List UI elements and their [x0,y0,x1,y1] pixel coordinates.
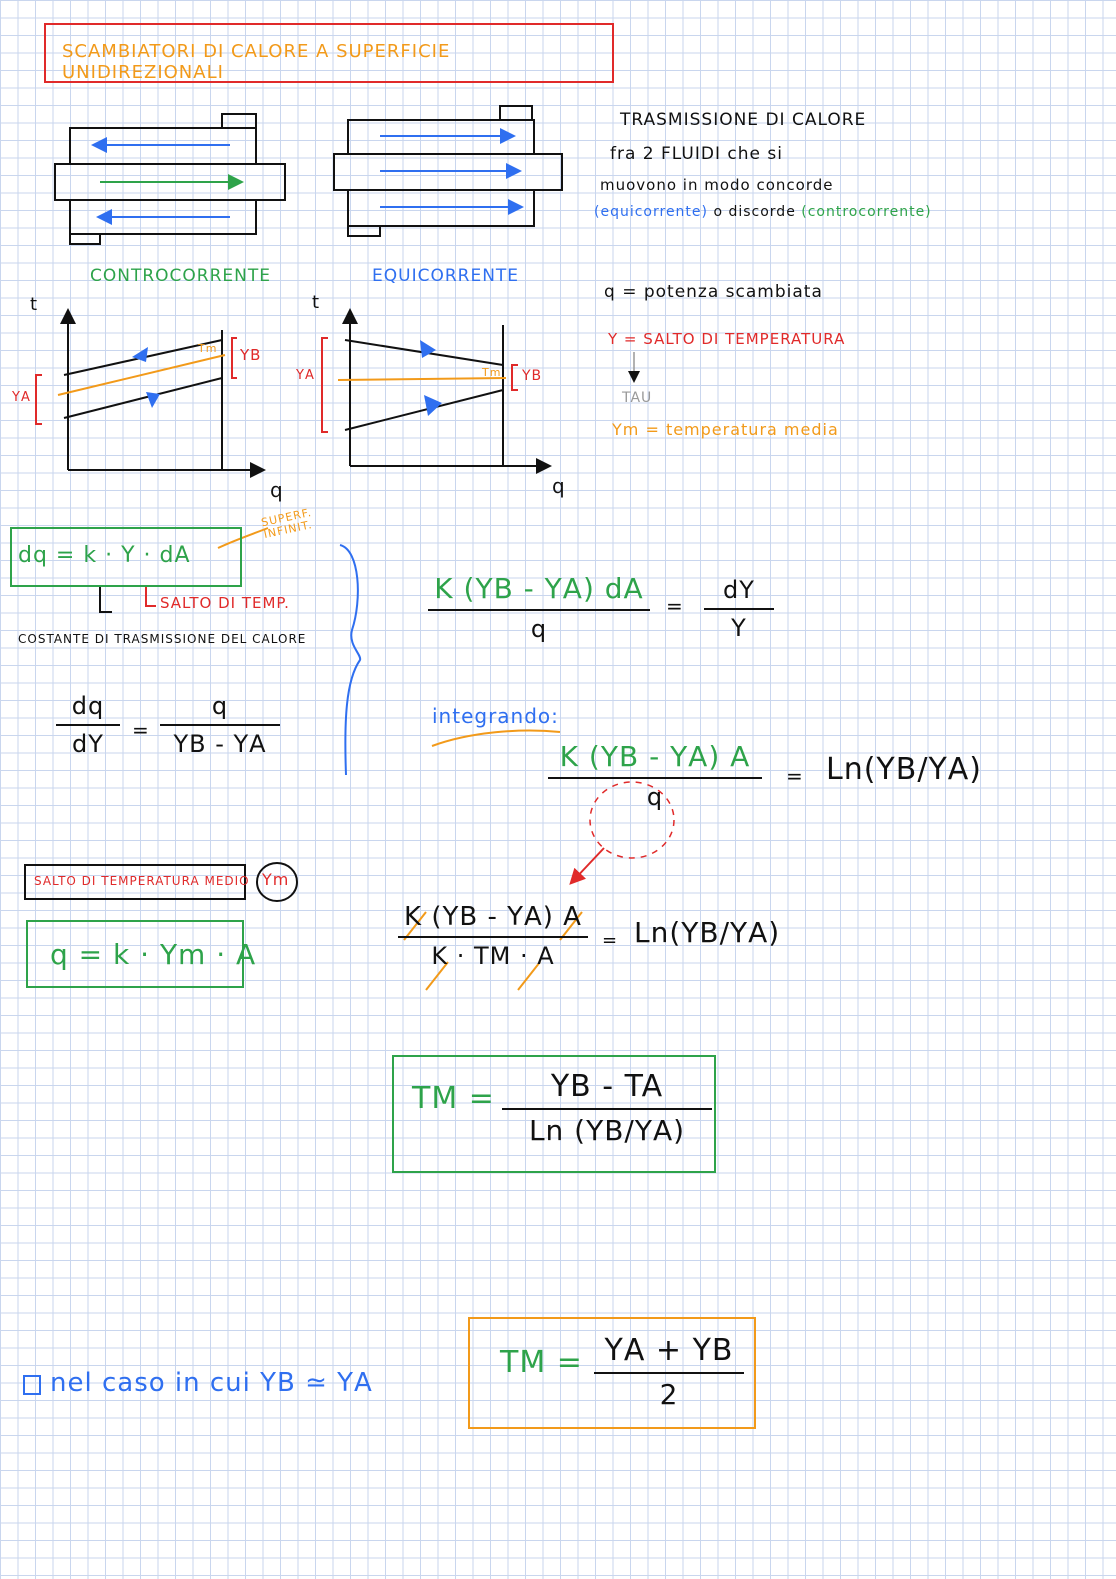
substitution-den: K · TM · A [431,942,555,970]
t-axis-label-2: t [312,292,321,313]
tm-log-lhs: TM = [412,1081,495,1116]
q-mean-box [26,920,257,988]
tau-a-label: ΥA [12,390,31,405]
tm-label: Tm [198,342,218,355]
coflow-label: EQUICORRENTE [372,266,520,286]
ratio-lhs-den: dΥ [72,730,104,758]
integrating-label: integrando: [432,704,559,728]
tm-label-2: Tm [482,366,502,379]
mean-salto-label: SALTO DI TEMPERATURA MEDIO [34,874,250,888]
tm-log-frac [502,1069,712,1147]
salto-note: SALTO DI TEMP. [160,594,290,612]
desc-line-2: fra 2 FLUIDI che si [610,144,783,164]
substitution-rhs: Ln(ΥB/ΥA) [634,916,781,949]
t-axis-label: t [30,294,39,315]
main-eq-den: q [530,615,548,643]
integrated-rhs: Ln(ΥB/ΥA) [826,752,982,787]
legend-tm: Υm = temperatura media [612,420,839,439]
integrated-den: q [646,783,664,811]
main-eq-num: K (ΥB - ΥA) dA [434,572,644,605]
tm-arith-box [468,1317,756,1429]
ratio-lhs-num: dq [71,692,105,720]
dq-formula: dq = k · Υ · dA [18,543,191,568]
main-eq-rhs-num: dΥ [723,576,755,604]
constant-note: COSTANTE DI TRASMISSIONE DEL CALORE [18,632,307,646]
equals: = [132,718,150,742]
desc-line-3: muovono in modo concorde [600,176,834,194]
legend-tau-name: TAU [622,390,653,406]
page-title: SCAMBIATORI DI CALORE A SUPERFICIE UNIDIREZIONALI [62,41,451,83]
counterflow-exchanger-sketch [55,114,285,244]
tm-arith-frac [594,1333,744,1411]
substitution-lhs [398,902,588,970]
tm-arith-lhs: TM = [500,1345,583,1380]
ratio-rhs [160,692,280,758]
equicorrente-note: (equicorrente) [594,204,708,220]
q-mean-formula: q = k · Υm · A [50,938,257,971]
counterflow-tq-graph [36,312,262,470]
ratio-rhs-den: ΥB - ΥA [173,730,267,758]
dq-formula-box [10,527,242,587]
equals: = [786,764,804,788]
controcorrente-note: (controcorrente) [801,204,932,220]
tm-arith-num: ΥA + ΥB [604,1333,734,1368]
tm-log-num: ΥB - TA [550,1069,664,1104]
equals: = [602,930,619,951]
main-eq-lhs [428,572,650,643]
tm-arith-den: 2 [659,1378,679,1411]
q-axis-label: q [270,478,284,502]
coflow-tq-graph [322,312,548,466]
mean-salto-box [24,864,250,900]
q-axis-label-2: q [552,474,566,498]
counterflow-label: CONTROCORRENTE [90,266,272,286]
substitution-num: K (ΥB - ΥA) A [404,902,582,932]
mean-salto-symbol: Υm [262,870,290,889]
legend-q: q = potenza scambiata [604,282,823,302]
legend-tau: Υ = SALTO DI TEMPERATURA [608,330,846,348]
main-eq-rhs [704,576,774,642]
tau-b-label-2: ΥB [522,368,543,384]
desc-line-4 [594,204,932,220]
integrated-lhs [548,740,762,811]
tau-b-label: ΥB [240,346,262,364]
tm-log-box [392,1055,716,1173]
ratio-rhs-num: q [211,692,229,720]
equals: = [666,594,684,618]
discorde-note: o discorde [713,204,796,220]
surface-note: SUPERF. INFINIT. [260,505,314,542]
title-box [44,23,614,83]
special-case-text: nel caso in cui ΥB ≃ ΥA [50,1368,373,1398]
ratio-lhs [56,692,120,758]
integrated-num: K (ΥB - ΥA) A [559,740,751,773]
main-eq-rhs-den: Υ [731,614,747,642]
tau-a-label-2: ΥA [296,368,315,383]
desc-line-1: TRASMISSIONE DI CALORE [620,110,867,130]
tm-log-den: Ln (ΥB/ΥA) [528,1114,686,1147]
